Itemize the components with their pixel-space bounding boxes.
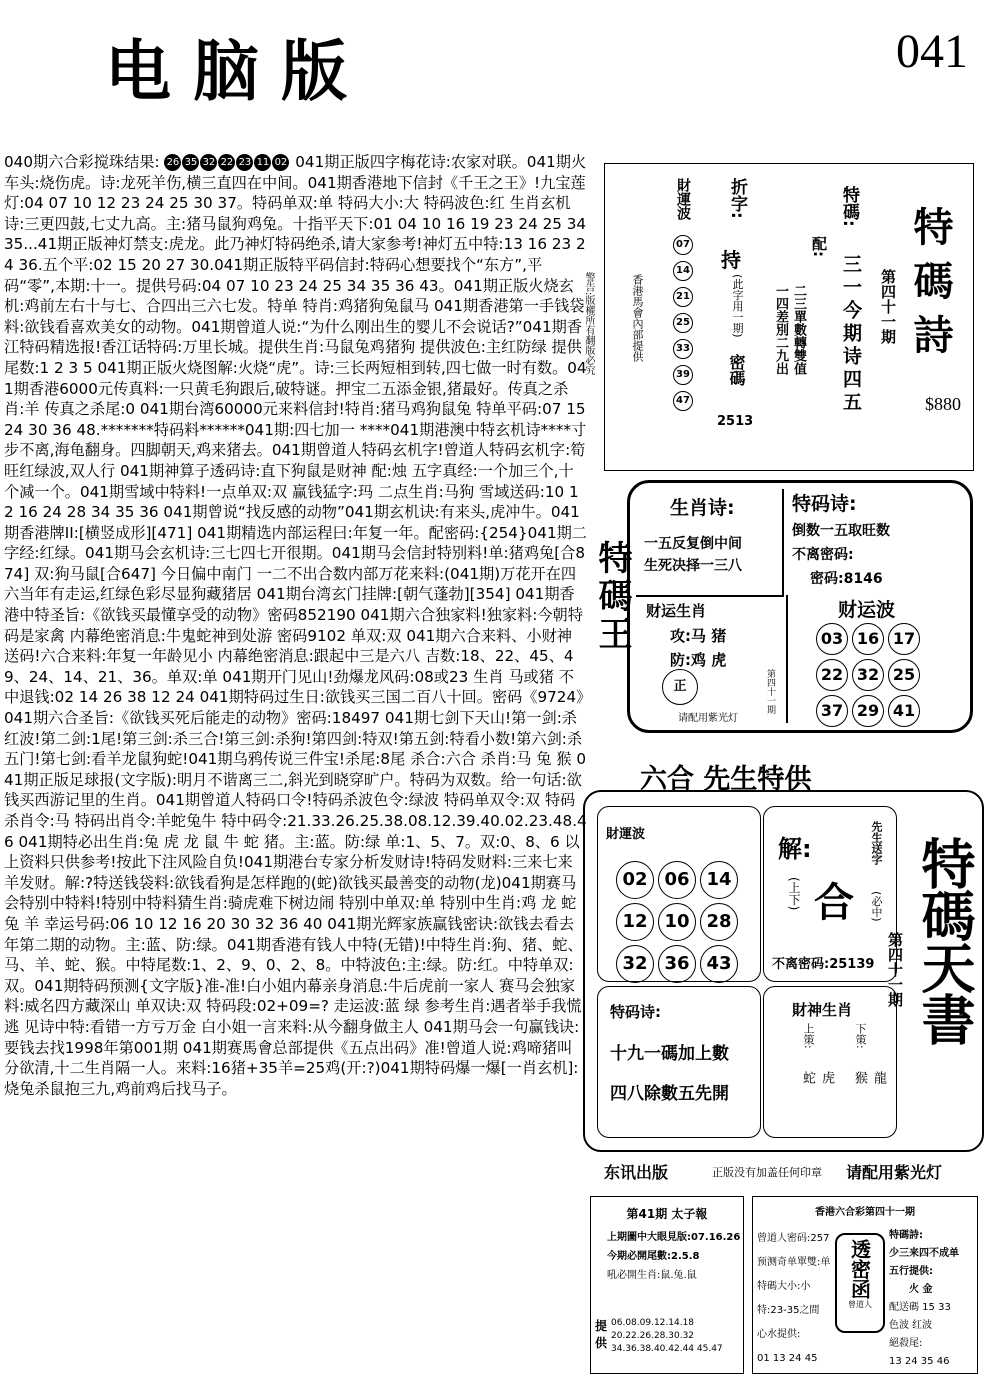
king-box	[627, 480, 973, 733]
attack-line: 攻:马 猪	[670, 627, 727, 645]
touming-right4: 火 金	[909, 1284, 933, 1295]
taizi-line3: 吼必開生肖:鼠.兔.鼠	[607, 1270, 697, 1281]
liuhe-issue: 第四十一期	[886, 932, 904, 1007]
taizi-box	[590, 1196, 744, 1374]
touming-row5: 心水提供:	[757, 1329, 801, 1340]
touming-right	[889, 1227, 975, 1371]
result-balls	[164, 153, 290, 171]
touming-row2: 预测奇单單雙:单	[757, 1257, 831, 1268]
touming-row1: 曾道人密码:257	[757, 1233, 830, 1244]
pair-label: 配:	[810, 236, 828, 257]
tianshu-title: 特碼天書	[913, 836, 977, 1044]
split-note: (此字用一期)	[731, 274, 744, 338]
liuhe-wealth-label: 財運波	[606, 827, 646, 842]
touming-right6: 色波 红波	[889, 1320, 933, 1331]
liuhe-code: 不离密码:25139	[772, 957, 875, 972]
special-poem-cell	[792, 489, 890, 588]
taizi-supply-nums: 06.08.09.12.14.18 20.22.26.28.30.32 34.36.38.40.42.44 45.47	[611, 1318, 723, 1354]
special-poem-title: 特码诗:	[792, 493, 857, 515]
touming-title: 香港六合彩第四十一期	[815, 1207, 915, 1218]
publisher: 东讯出版	[604, 1163, 669, 1182]
touming-seal-sign: 曾道人	[848, 1300, 872, 1309]
zodiac-poem-line2: 生死决择一三八	[644, 558, 742, 574]
zodiac-poem-line1: 一五反复倒中间	[644, 536, 742, 552]
code-label: 密碼	[727, 354, 746, 386]
wealth-number: 25	[673, 313, 693, 333]
wealth-number: 39	[673, 365, 693, 385]
liuhe-wealth-number: 32	[616, 945, 654, 983]
footer-notice: 正版没有加盖任何印章	[712, 1166, 822, 1179]
touming-right7: 絕殺尾:	[889, 1338, 923, 1349]
liuhe-wealth-number: 02	[616, 861, 654, 899]
issue-number: 041	[896, 25, 968, 78]
touming-seal-chars: 透密函	[847, 1239, 872, 1299]
liuhe-word-cell	[763, 806, 897, 982]
warn-text: 警告:版權所有翻版必究	[583, 272, 594, 376]
up-label: 上策:	[802, 1023, 815, 1049]
liuhe-poem-cell	[597, 986, 761, 1138]
fortune-wave-number: 22	[816, 659, 848, 691]
special-poem: 三一今期诗四五	[840, 254, 862, 415]
touming-seal	[835, 1233, 885, 1333]
jie-label: 解:	[778, 835, 812, 863]
poem-box	[583, 163, 974, 471]
pair-line-a: 二三單數轉雙值	[791, 284, 806, 375]
touming-box	[752, 1196, 978, 1374]
wealth-god-cell	[763, 986, 897, 1138]
liuhe-box	[583, 790, 984, 1152]
poem-box-price: $880	[925, 394, 961, 414]
touming-left	[757, 1227, 847, 1371]
mr-label: 先生送字	[870, 821, 883, 865]
special-label: 特碼:	[839, 186, 859, 227]
down-items: 龍 猴	[852, 1071, 886, 1096]
footer-uv: 请配用紫光灯	[846, 1163, 943, 1182]
touming-right8: 13 24 35 46	[889, 1356, 950, 1367]
wealth-numbers	[673, 232, 697, 414]
liuhe-poem-line1: 十九一碼加上數	[610, 1044, 729, 1064]
fortune-wave-number: 25	[888, 659, 920, 691]
liuhe-wealth-number: 36	[658, 945, 696, 983]
liuhe-wealth-number: 28	[700, 903, 738, 941]
defense-line: 防:鸡 虎	[670, 651, 727, 669]
liuhe-wealth-number: 10	[658, 903, 696, 941]
up-items: 虎 蛇	[800, 1071, 834, 1096]
liuhe-heading: 六合 先生特供	[640, 764, 812, 795]
result-ball: 23	[236, 154, 253, 171]
fortune-wave-number: 41	[888, 695, 920, 727]
wealth-number: 33	[673, 339, 693, 359]
king-side-title: 特碼王	[592, 540, 632, 654]
result-ball: 35	[182, 154, 199, 171]
fortune-wave-number: 03	[816, 623, 848, 655]
wealth-label: 財運波	[675, 178, 691, 220]
liuhe-poem-title: 特码诗:	[610, 1003, 661, 1021]
result-ball: 11	[254, 154, 271, 171]
wealth-number: 21	[673, 287, 693, 307]
main-text-column	[4, 152, 587, 1099]
code-value: 2513	[717, 414, 754, 429]
liuhe-wealth-number: 43	[700, 945, 738, 983]
result-ball: 26	[164, 154, 181, 171]
wealth-number: 47	[673, 391, 693, 411]
fortune-wave-title: 财运波	[838, 599, 896, 621]
touming-right2: 少三来四不成单	[889, 1248, 959, 1259]
fortune-wave-number: 29	[852, 695, 884, 727]
hk-text: 香港馬會內部提供	[631, 274, 644, 362]
big-char: 合	[814, 880, 854, 926]
taizi-supply	[595, 1317, 743, 1356]
king-issue-small: 第四十一期	[765, 669, 775, 714]
touming-right3: 五行提供:	[889, 1266, 933, 1277]
special-poem-line1: 倒数一五取旺数	[792, 523, 890, 539]
must-hit: (必中)	[870, 891, 883, 922]
touming-row4: 特:23-35之間	[757, 1305, 820, 1316]
poem-box-issue: 第四十一期	[879, 269, 897, 344]
touming-row5-nums: 01 13 24 45	[757, 1353, 818, 1364]
taizi-supply-label: 提供	[595, 1319, 608, 1350]
page-title: 电脑版	[105, 32, 369, 110]
wealth-number: 14	[673, 261, 693, 281]
uv-note: 请配用紫光灯	[678, 713, 738, 724]
pair-line-b: 一四差別二九出	[773, 284, 788, 375]
result-label: 040期六合彩搅珠结果:	[4, 153, 160, 171]
zodiac-poem-title: 生肖诗:	[670, 497, 735, 519]
fortune-wave-numbers	[814, 621, 934, 729]
down-label: 下策:	[854, 1023, 867, 1049]
liuhe-poem-line2: 四八除數五先開	[610, 1084, 729, 1104]
liuhe-wealth-number: 06	[658, 861, 696, 899]
fortune-wave-number: 37	[816, 695, 848, 727]
result-ball: 32	[200, 154, 217, 171]
wealth-god-title: 財神生肖	[792, 1001, 853, 1019]
split-label: 折字:	[727, 178, 747, 219]
result-ball: 02	[272, 154, 289, 171]
fortune-wave-number: 32	[852, 659, 884, 691]
zodiac-poem-cell	[636, 489, 784, 597]
taizi-line2: 今期必開尾數:2.5.8	[607, 1251, 700, 1262]
taizi-title: 第41期 太子報	[626, 1207, 708, 1221]
stamp-icon: 正	[662, 669, 698, 705]
touming-right5: 配送碼 15 33	[889, 1302, 951, 1313]
liuhe-wealth-number: 14	[700, 861, 738, 899]
fortune-wave-number: 16	[852, 623, 884, 655]
liuhe-wealth-numbers	[614, 859, 754, 985]
result-ball: 22	[218, 154, 235, 171]
special-poem-line2: 不离密码:	[792, 547, 854, 563]
updown-label: (上下)	[787, 877, 801, 911]
king-code: 密码:8146	[810, 571, 883, 587]
liuhe-wealth-number: 12	[616, 903, 654, 941]
poem-box-title: 特碼詩	[907, 206, 954, 368]
touming-row3: 特碼大小:小	[757, 1281, 811, 1292]
split-char: 持	[721, 248, 741, 272]
taizi-line1: 上期圖中大眼見版:07.16.26	[607, 1232, 741, 1243]
king-divider	[786, 595, 788, 723]
wealth-number: 07	[673, 235, 693, 255]
touming-right1: 特碼詩:	[889, 1230, 923, 1241]
fortune-zodiac-title: 财运生肖	[646, 602, 707, 620]
liuhe-wealth-cell	[597, 806, 761, 982]
main-body: 041期正版四字梅花诗:农家对联。041期火车头:烧伤虎。诗:龙死羊伤,横三直四在中间。041期香港地下信封《千王之王》!九宝莲灯:04 07 10 12 23 24 25 30 37。特码单双:单 特码大小:大 特码波色:红 生肖玄机诗:三更四鼓,七丈九高。主:猪马鼠狗鸡兔。十指平天下:01 04 10 16 19 23 24 25 34 35...41期正版神灯禁支:虎龙。此乃神灯特码绝杀,请大家参考!神灯五中特:13 16 23 24 36.五个平:02 15 20 27 30.041期正版特平码信封:特码心想要找个“东方”,平码“零”,本期:十一。提供号码:04 07 10 23 24 25 34 35 36 43。041期正版火烧玄机:鸡前左右十与七、合四出三六七发。特单 特肖:鸡猪狗兔鼠马 041期香港第一手钱袋料:欲钱看喜欢美女的动物。041期曾道人说:“为什么刚出生的婴儿不会说话?”041期香江特码精选报!香江话特码:万里长城。提供生肖:马鼠兔鸡猪狗 提供波色:主红防绿 提供尾数:1 2 3 5 041期正版火烧图解:火烧“虎”。诗:三长两短相到转,四七做一时有数。041期香港6000元传真料:一只黄毛狗跟后,破特谜。押宝二五添金银,猪最好。传真之杀肖:羊 传真之杀尾:0 041期台湾60000元来料信封!特肖:猪马鸡狗鼠兔 特单平码:07 15 24 30 36 48.*******特码料******041期:四七加一 ****041期港澳中特玄机诗****寸步不离,海龟翻身。四脚朝天,鸡来猪去。041期曾道人特码玄机字!曾道人特码玄机字:筍 旺红绿波,双人行 041期神算子透码诗:直下狗鼠是财神 配:烛 五字真经:一个加三个,十个减一个。041期雪域中特料!一点单双:双 赢钱猛字:玛 二点生肖:马狗 雪域送码:10 12 16 24 28 34 35 36 041期曾说“找反感的动物”041期玄机诀:有来头,虎冲牛。041期香港牌II:[横竖成形][471] 041期精选内部运程曰:年复一年。配密码:{254}041期二字经:红绿。041期马会玄机诗:三七四七开很期。041期马会信封特别料!单:猪鸡兔[合874] 双:狗马鼠[合647] 今日偏中南门 一二不出合数内部万花来料:(041期)万花开在四六当年有走运,红绿色彩尽显狗藏猪居 041期台湾玄门挂牌:[朝气蓬勃][354] 041期香港中特圣旨:《欲钱买最懂享受的动物》密码852190 041期六合独家料!独家料:今朝特码是家禽 内幕绝密消息:牛鬼蛇神到处游 密码9102 单双:双 041期六合来料、小财神送码!六合来料:年复一年龄见小 内幕绝密消息:跟起中三是六八 吉数:18、22、45、49、24、14、21、36。单双:单 041期开门见山!劲爆龙风码:08或23 生肖 马或猪 不中退钱:02 14 26 38 12 24 041期特码过生日:欲钱买三国二百八十回。密码《9724》041期六合圣旨:《欲钱买死后能走的动物》密码:18497 041期七剑下天山!第一剑:杀红波!第二剑:1尾!第三剑:杀三合!第三剑:杀狗!第四剑:特双!第五剑:特看小数!第六剑:杀五门!第七剑:看羊龙鼠狗蛇!041期乌鸦传说三件宝!杀尾:8尾 杀合:六合 杀肖:马 兔 猴 041期正版足球报(文字版):明月不谐离三二,斜光到晓穿旷户。特码为双数。给一句话:欲钱买西游记里的生肖。041期曾道人特码口令!特码杀波色令:绿波 特码单双令:双 特码杀肖令:马 特码出肖令:羊蛇兔牛 特中码令:21.33.26.25.38.08.12.39.40.02.23.48.46 041期特必出生肖:兔 虎 龙 鼠 牛 蛇 猪。主:蓝。防:绿 单:1、5、7。双:0、8、6 以上资料只供参考!按此下注风险自负!041期港台专家分析发财诗!特码发财料:三来七来羊发财。解:?特送钱袋料:欲钱看狗是怎样跑的(蛇)欲钱买最善变的动物(龙)041期赛马会特别中特料!特别中特料猜生肖:骑虎难下树边闹 特别中单双:单 特别中生肖:鸡 龙 蛇 兔 羊 幸运号码:06 10 12 16 20 30 32 36 40 041期光辉家族赢钱密诀:欲钱去看去年第二期的动物。主:蓝、防:绿。041期香港有钱人中特(无错)!中特生肖:狗、猪、蛇、马、羊、蛇、猴。中特尾数:1、2、9、0、2、8。中特波色:主:绿。防:红。中特单双:双。041期特码预测{文字版}准-准!白小姐内幕亲身消息:牛后虎前一家人 赛马会独家料:威名四方藏深山 单双诀:双 特码段:02+09=? 走运波:蓝 绿 参考生肖:遇者举手我慌逃 见诗中特:看错一方亏万金 白小姐一言来料:从今翻身做主人 041期马会一句赢钱诀:要钱去找1998年第001期 041期赛馬會总部提供《五点出码》准!曾道人说:鸡啼猪叫分欲清,十二生肖隔一人。来料:16猪+35羊=25鸡(开:?)041期特码爆一爆[一肖玄机]:烧兔杀鼠抱三九,鸡前鸡后找马子。	[4, 153, 587, 1098]
fortune-wave-number: 17	[888, 623, 920, 655]
